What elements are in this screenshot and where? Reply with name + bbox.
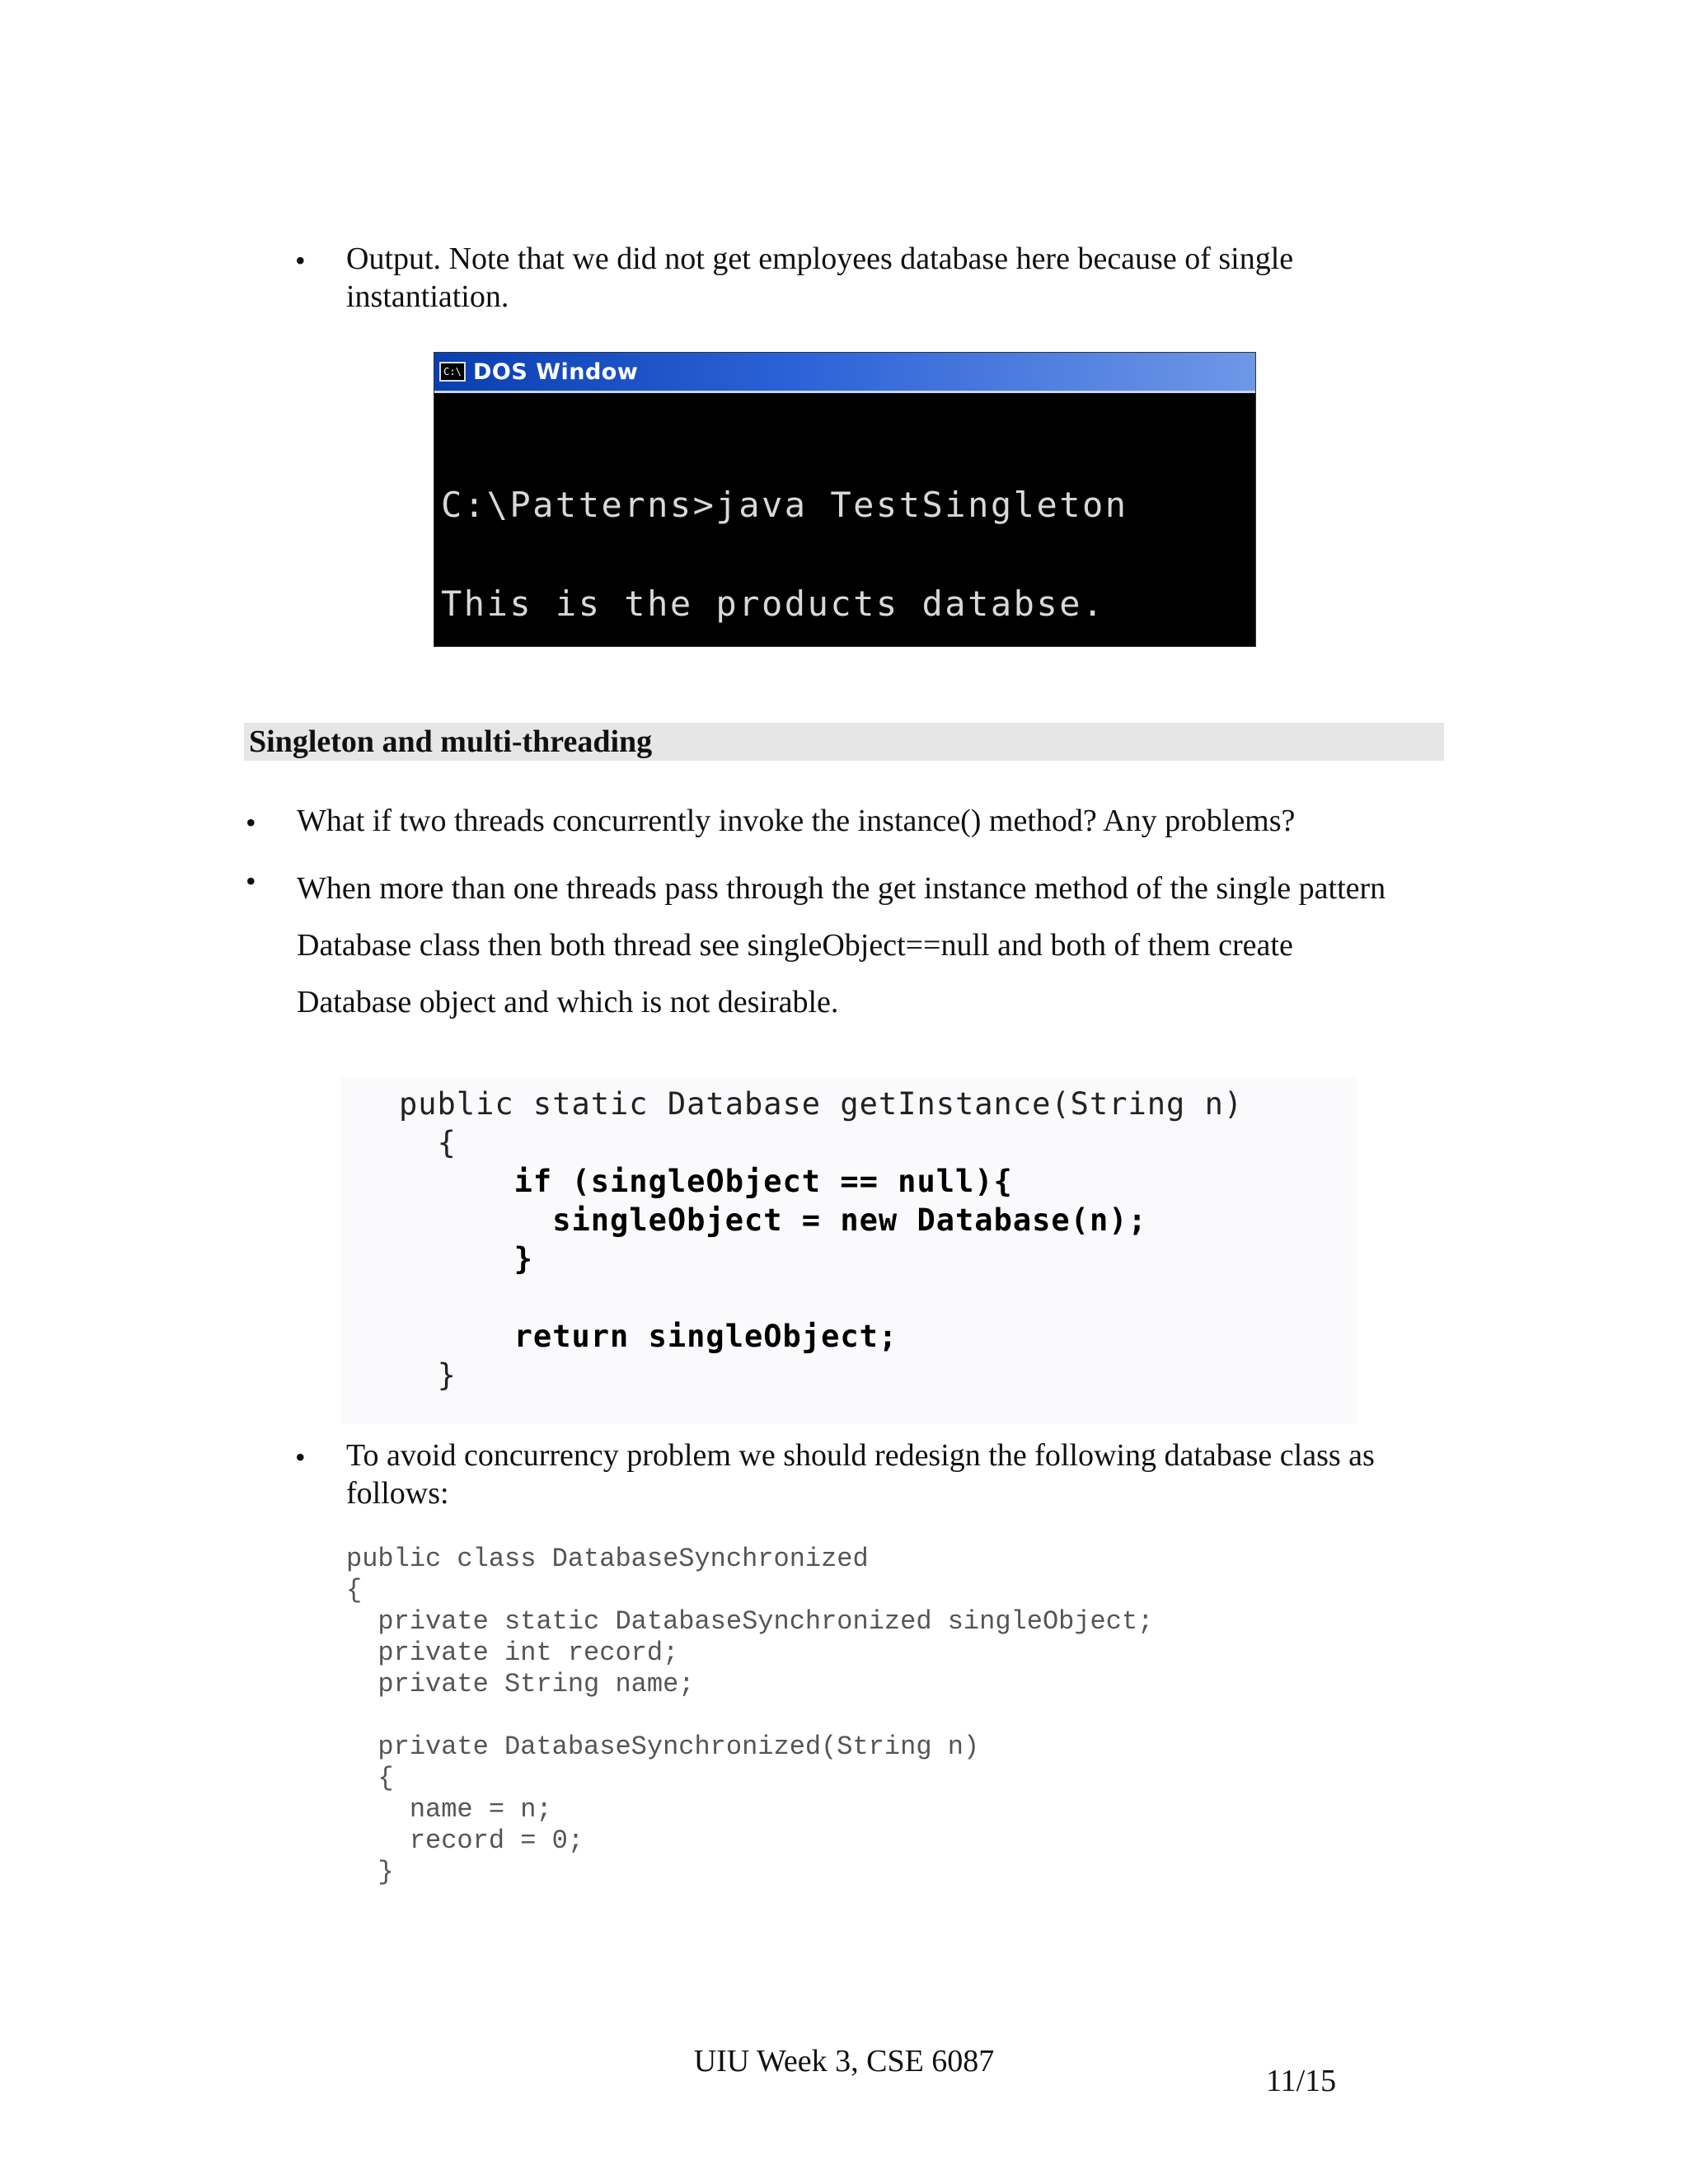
page-number: 11/15 bbox=[1266, 2064, 1337, 2098]
code-snippet-image bbox=[341, 1078, 1357, 1424]
code-line: if (singleObject == null){ bbox=[513, 1164, 1013, 1199]
footer-course: UIU Week 3, CSE 6087 bbox=[693, 2044, 995, 2079]
section-bullet-text: When more than one threads pass through the get instance method of the single pattern Database class then both thread see singleObject==null and both of them create Database object and which is not desirable. bbox=[297, 871, 1386, 1019]
code-line: public static Database getInstance(String n) bbox=[399, 1086, 1244, 1122]
code-line: { bbox=[437, 1125, 457, 1160]
dos-console-output bbox=[434, 393, 1255, 647]
redesign-bullet-text: To avoid concurrency problem we should redesign the following database class as follows: bbox=[346, 1438, 1375, 1511]
code-line: } bbox=[513, 1241, 533, 1277]
code-line: singleObject = new Database(n); bbox=[552, 1202, 1147, 1238]
section-heading: Singleton and multi-threading bbox=[244, 723, 1444, 761]
code-line: return singleObject; bbox=[513, 1319, 898, 1354]
code-line: } bbox=[437, 1357, 457, 1393]
section-bullet-text: What if two threads concurrently invoke the instance() method? Any problems? bbox=[297, 804, 1296, 838]
intro-bullet-text: Output. Note that we did not get employees database here because of single instantiation. bbox=[346, 241, 1294, 314]
dos-window-title: DOS Window bbox=[473, 359, 639, 385]
code-listing: public class DatabaseSynchronized { private static DatabaseSynchronized singleObject; private int record; private String name; private DatabaseSynchronized(String n) { name = n; record = 0; } bbox=[346, 1544, 1154, 1887]
bullet-dot: • bbox=[246, 806, 256, 839]
dos-window-titlebar bbox=[434, 353, 1255, 393]
console-line: C:\Patterns>java TestSingleton bbox=[441, 485, 1128, 525]
bullet-dot: • bbox=[295, 1441, 306, 1474]
console-line: This is the products databse. bbox=[441, 583, 1105, 624]
dos-window bbox=[434, 352, 1256, 647]
console-icon: C:\ bbox=[439, 362, 466, 382]
bullet-dot: • bbox=[246, 865, 256, 898]
bullet-dot: • bbox=[295, 244, 306, 277]
